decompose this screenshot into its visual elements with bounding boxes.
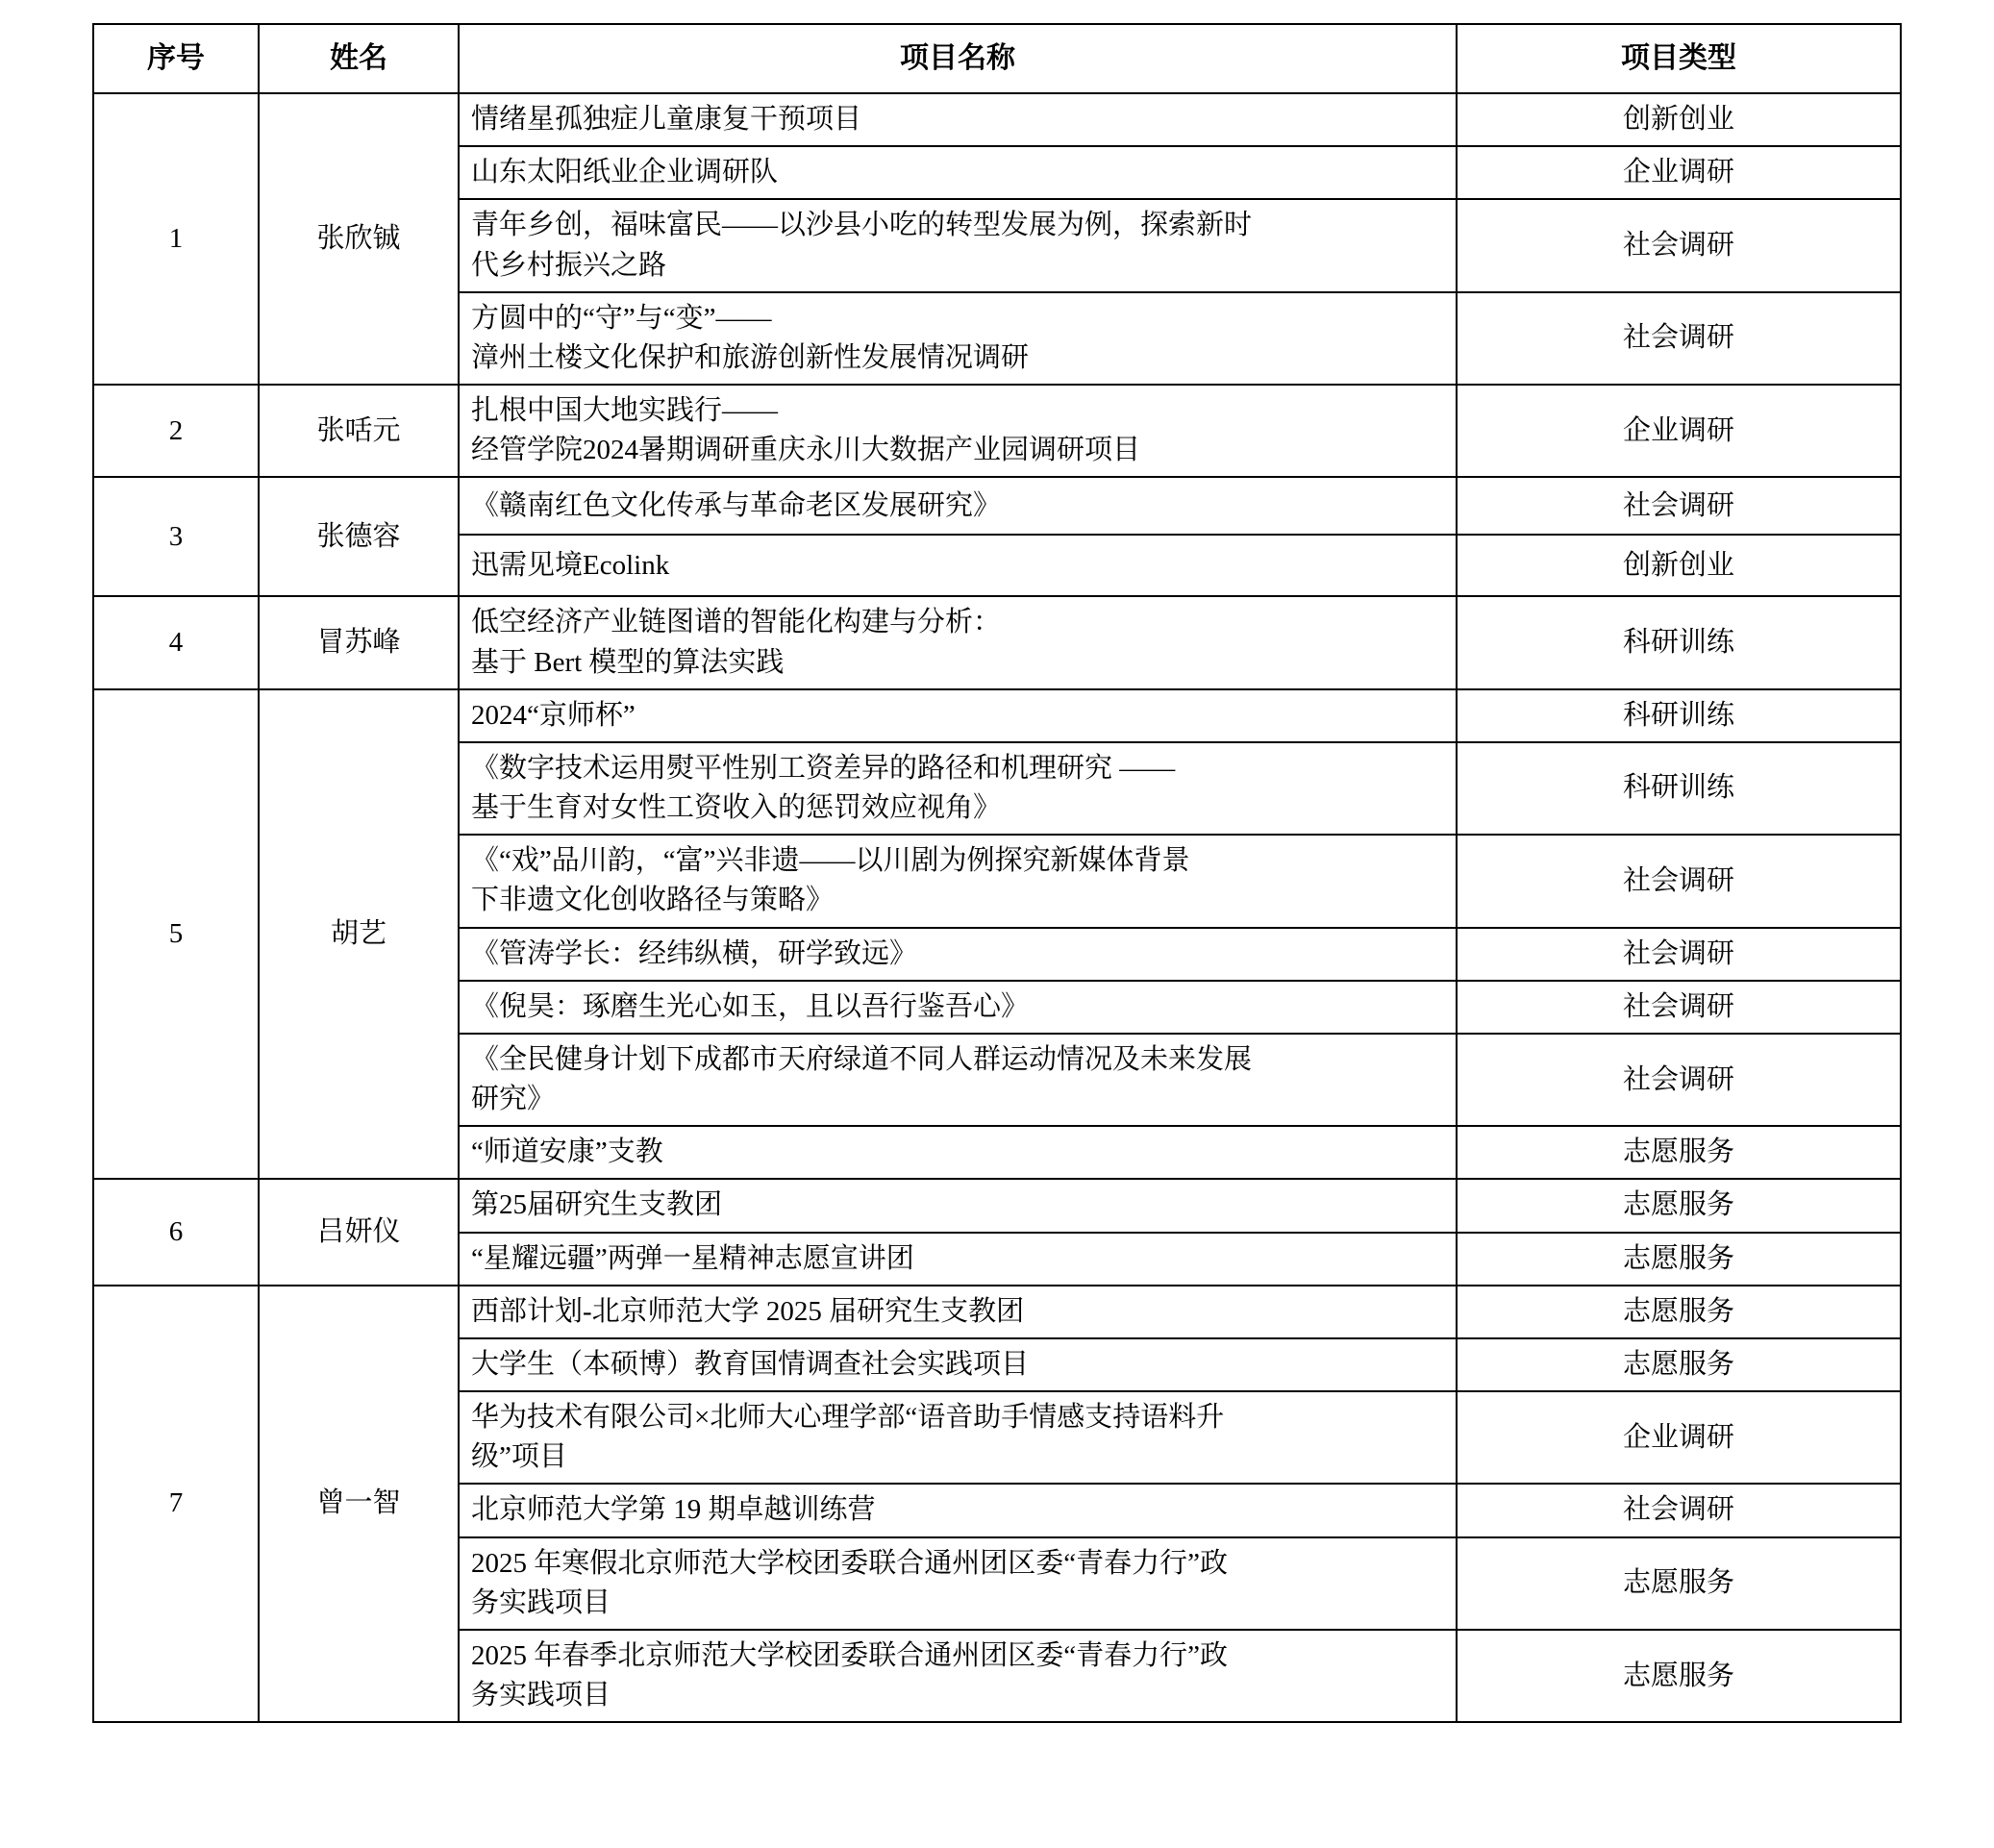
cell-student-name: 张咶元 (259, 385, 459, 477)
cell-project-type: 志愿服务 (1457, 1537, 1901, 1630)
cell-student-name: 吕妍仪 (259, 1179, 459, 1285)
project-name-line: 2025 年寒假北京师范大学校团委联合通州团区委“青春力行”政 (471, 1547, 1228, 1579)
cell-project-name (459, 1338, 1457, 1391)
cell-project-name (459, 292, 1457, 385)
cell-student-name: 胡艺 (259, 689, 459, 1180)
cell-project-type: 科研训练 (1457, 689, 1901, 742)
column-header-type: 项目类型 (1457, 24, 1901, 93)
cell-project-name (459, 742, 1457, 835)
cell-project-type: 志愿服务 (1457, 1126, 1901, 1179)
cell-project-name (459, 1286, 1457, 1338)
project-name-line: 经管学院2024暑期调研重庆永川大数据产业园调研项目 (471, 435, 1141, 466)
cell-project-name (459, 1537, 1457, 1630)
project-name-line: 迅需见境Ecolink (471, 549, 670, 581)
cell-project-name (459, 1630, 1457, 1722)
cell-project-type: 科研训练 (1457, 742, 1901, 835)
cell-project-name (459, 981, 1457, 1034)
cell-project-name (459, 835, 1457, 927)
cell-sequence-number: 5 (93, 689, 259, 1180)
table-header-row (93, 24, 1901, 93)
cell-project-type: 志愿服务 (1457, 1233, 1901, 1286)
cell-project-name (459, 535, 1457, 596)
project-name-line: 级”项目 (471, 1441, 567, 1473)
project-name-line: 方圆中的“守”与“变”—— (471, 302, 772, 334)
table-row (93, 689, 1901, 742)
project-name-line: “师道安康”支教 (471, 1136, 663, 1168)
column-header-seq: 序号 (93, 24, 259, 93)
project-name-line: 代乡村振兴之路 (471, 249, 667, 281)
project-name-line: 《“戏”品川韵，“富”兴非遗——以川剧为例探究新媒体背景 (471, 845, 1190, 877)
project-name-line: 山东太阳纸业企业调研队 (471, 157, 779, 188)
project-name-line: 《全民健身计划下成都市天府绿道不同人群运动情况及未来发展 (471, 1043, 1253, 1075)
cell-project-type: 社会调研 (1457, 199, 1901, 291)
cell-project-name (459, 93, 1457, 146)
table-row (93, 1286, 1901, 1338)
cell-project-name (459, 596, 1457, 688)
project-name-line: 大学生（本硕博）教育国情调查社会实践项目 (471, 1348, 1030, 1380)
project-name-line: 下非遗文化创收路径与策略》 (471, 885, 835, 916)
cell-student-name: 曾一智 (259, 1286, 459, 1723)
project-name-line: 低空经济产业链图谱的智能化构建与分析： (471, 607, 1002, 638)
cell-student-name: 张欣铖 (259, 93, 459, 385)
cell-project-type: 企业调研 (1457, 146, 1901, 199)
column-header-name: 姓名 (259, 24, 459, 93)
cell-project-type: 志愿服务 (1457, 1338, 1901, 1391)
project-name-line: 青年乡创，福味富民——以沙县小吃的转型发展为例，探索新时 (471, 210, 1253, 241)
project-name-line: 《赣南红色文化传承与革命老区发展研究》 (471, 489, 1002, 521)
cell-sequence-number: 1 (93, 93, 259, 385)
cell-sequence-number: 3 (93, 477, 259, 596)
project-name-line: “星耀远疆”两弹一星精神志愿宣讲团 (471, 1242, 914, 1274)
cell-project-name (459, 1126, 1457, 1179)
project-name-line: 西部计划-北京师范大学 2025 届研究生支教团 (471, 1295, 1025, 1327)
project-name-line: 2024“京师杯” (471, 699, 636, 731)
table-row (93, 596, 1901, 688)
project-name-line: 第25届研究生支教团 (471, 1189, 723, 1221)
practice-projects-table (92, 23, 1902, 1723)
cell-project-name (459, 1391, 1457, 1484)
cell-project-type: 企业调研 (1457, 385, 1901, 477)
cell-project-name (459, 199, 1457, 291)
project-name-line: 基于 Bert 模型的算法实践 (471, 646, 785, 678)
project-name-line: 务实践项目 (471, 1586, 611, 1618)
cell-sequence-number: 2 (93, 385, 259, 477)
cell-project-name (459, 1484, 1457, 1536)
cell-project-name (459, 689, 1457, 742)
cell-project-type: 志愿服务 (1457, 1286, 1901, 1338)
project-name-line: 扎根中国大地实践行—— (471, 395, 779, 427)
column-header-project: 项目名称 (459, 24, 1457, 93)
cell-project-type: 创新创业 (1457, 535, 1901, 596)
cell-student-name: 张德容 (259, 477, 459, 596)
cell-project-type: 社会调研 (1457, 292, 1901, 385)
project-name-line: 北京师范大学第 19 期卓越训练营 (471, 1494, 876, 1526)
cell-project-type: 企业调研 (1457, 1391, 1901, 1484)
cell-student-name: 冒苏峰 (259, 596, 459, 688)
project-name-line: 2025 年春季北京师范大学校团委联合通州团区委“青春力行”政 (471, 1639, 1228, 1671)
cell-project-type: 社会调研 (1457, 981, 1901, 1034)
cell-sequence-number: 6 (93, 1179, 259, 1285)
cell-sequence-number: 7 (93, 1286, 259, 1723)
cell-project-type: 社会调研 (1457, 928, 1901, 981)
cell-project-name (459, 928, 1457, 981)
cell-project-name (459, 1179, 1457, 1232)
project-name-line: 情绪星孤独症儿童康复干预项目 (471, 104, 862, 135)
cell-project-type: 志愿服务 (1457, 1630, 1901, 1722)
project-name-line: 基于生育对女性工资收入的惩罚效应视角》 (471, 792, 1002, 824)
cell-project-type: 志愿服务 (1457, 1179, 1901, 1232)
cell-project-type: 社会调研 (1457, 477, 1901, 535)
project-name-line: 华为技术有限公司×北师大心理学部“语音助手情感支持语料升 (471, 1402, 1225, 1434)
table-body (93, 93, 1901, 1722)
project-name-line: 《管涛学长：经纬纵横，研学致远》 (471, 937, 918, 969)
cell-project-type: 创新创业 (1457, 93, 1901, 146)
cell-project-name (459, 1233, 1457, 1286)
table-row (93, 93, 1901, 146)
table-row (93, 477, 1901, 535)
cell-project-type: 社会调研 (1457, 1034, 1901, 1126)
cell-project-name (459, 385, 1457, 477)
table-row (93, 385, 1901, 477)
cell-project-name (459, 146, 1457, 199)
project-name-line: 《数字技术运用熨平性别工资差异的路径和机理研究 —— (471, 752, 1176, 784)
project-name-line: 务实践项目 (471, 1680, 611, 1711)
cell-project-type: 社会调研 (1457, 835, 1901, 927)
project-name-line: 《倪昊：琢磨生光心如玉，且以吾行鉴吾心》 (471, 990, 1030, 1022)
table-header (93, 24, 1901, 93)
project-name-line: 漳州土楼文化保护和旅游创新性发展情况调研 (471, 341, 1030, 373)
table-row (93, 1179, 1901, 1232)
cell-sequence-number: 4 (93, 596, 259, 688)
cell-project-type: 科研训练 (1457, 596, 1901, 688)
project-name-line: 研究》 (471, 1084, 556, 1115)
cell-project-name (459, 477, 1457, 535)
cell-project-name (459, 1034, 1457, 1126)
cell-project-type: 社会调研 (1457, 1484, 1901, 1536)
